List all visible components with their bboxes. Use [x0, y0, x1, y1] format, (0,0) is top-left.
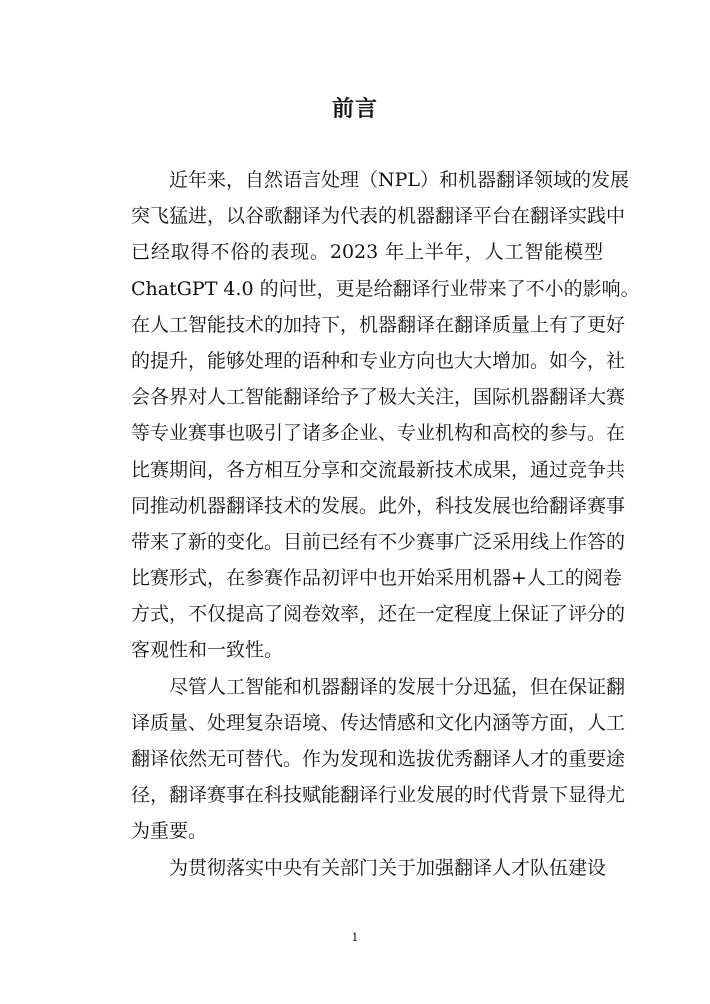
text-line: 方式，不仅提高了阅卷效率，还在一定程度上保证了评分的 — [131, 603, 626, 626]
text-line: 径，翻译赛事在科技赋能翻译行业发展的时代背景下显得尤 — [131, 784, 626, 807]
text-line: 突飞猛进，以谷歌翻译为代表的机器翻译平台在翻译实践中 — [131, 205, 626, 228]
text-line: 同推动机器翻译技术的发展。此外，科技发展也给翻译赛事 — [131, 494, 626, 517]
text-line: 尽管人工智能和机器翻译的发展十分迅猛，但在保证翻 — [169, 675, 626, 698]
text-line: 译质量、处理复杂语境、传达情感和文化内涵等方面，人工 — [131, 711, 626, 734]
text-line: ChatGPT 4.0 的问世，更是给翻译行业带来了不小的影响。 — [131, 277, 640, 300]
text-line: 已经取得不俗的表现。2023 年上半年，人工智能模型 — [131, 241, 603, 264]
text-line: 比赛期间，各方相互分享和交流最新技术成果，通过竞争共 — [131, 458, 626, 481]
page-number: 1 — [351, 931, 359, 944]
text-line: 为贯彻落实中央有关部门关于加强翻译人才队伍建设 — [169, 856, 607, 879]
text-line: 会各界对人工智能翻译给予了极大关注，国际机器翻译大赛 — [131, 386, 626, 409]
text-line: 在人工智能技术的加持下，机器翻译在翻译质量上有了更好 — [131, 313, 626, 336]
text-line: 等专业赛事也吸引了诸多企业、专业机构和高校的参与。在 — [131, 422, 626, 445]
body-text — [131, 162, 640, 886]
text-line: 带来了新的变化。目前已经有不少赛事广泛采用线上作答的 — [131, 530, 626, 553]
text-line: 的提升，能够处理的语种和专业方向也大大增加。如今，社 — [131, 349, 626, 372]
page-title: 前言 — [331, 96, 378, 122]
text-line: 为重要。 — [131, 820, 208, 843]
text-line: 翻译依然无可替代。作为发现和选拔优秀翻译人才的重要途 — [131, 748, 626, 770]
text-line: 比赛形式，在参赛作品初评中也开始采用机器+人工的阅卷 — [131, 567, 622, 590]
text-line: 近年来，自然语言处理（NPL）和机器翻译领域的发展 — [169, 169, 630, 191]
text-line: 客观性和一致性。 — [131, 639, 284, 662]
